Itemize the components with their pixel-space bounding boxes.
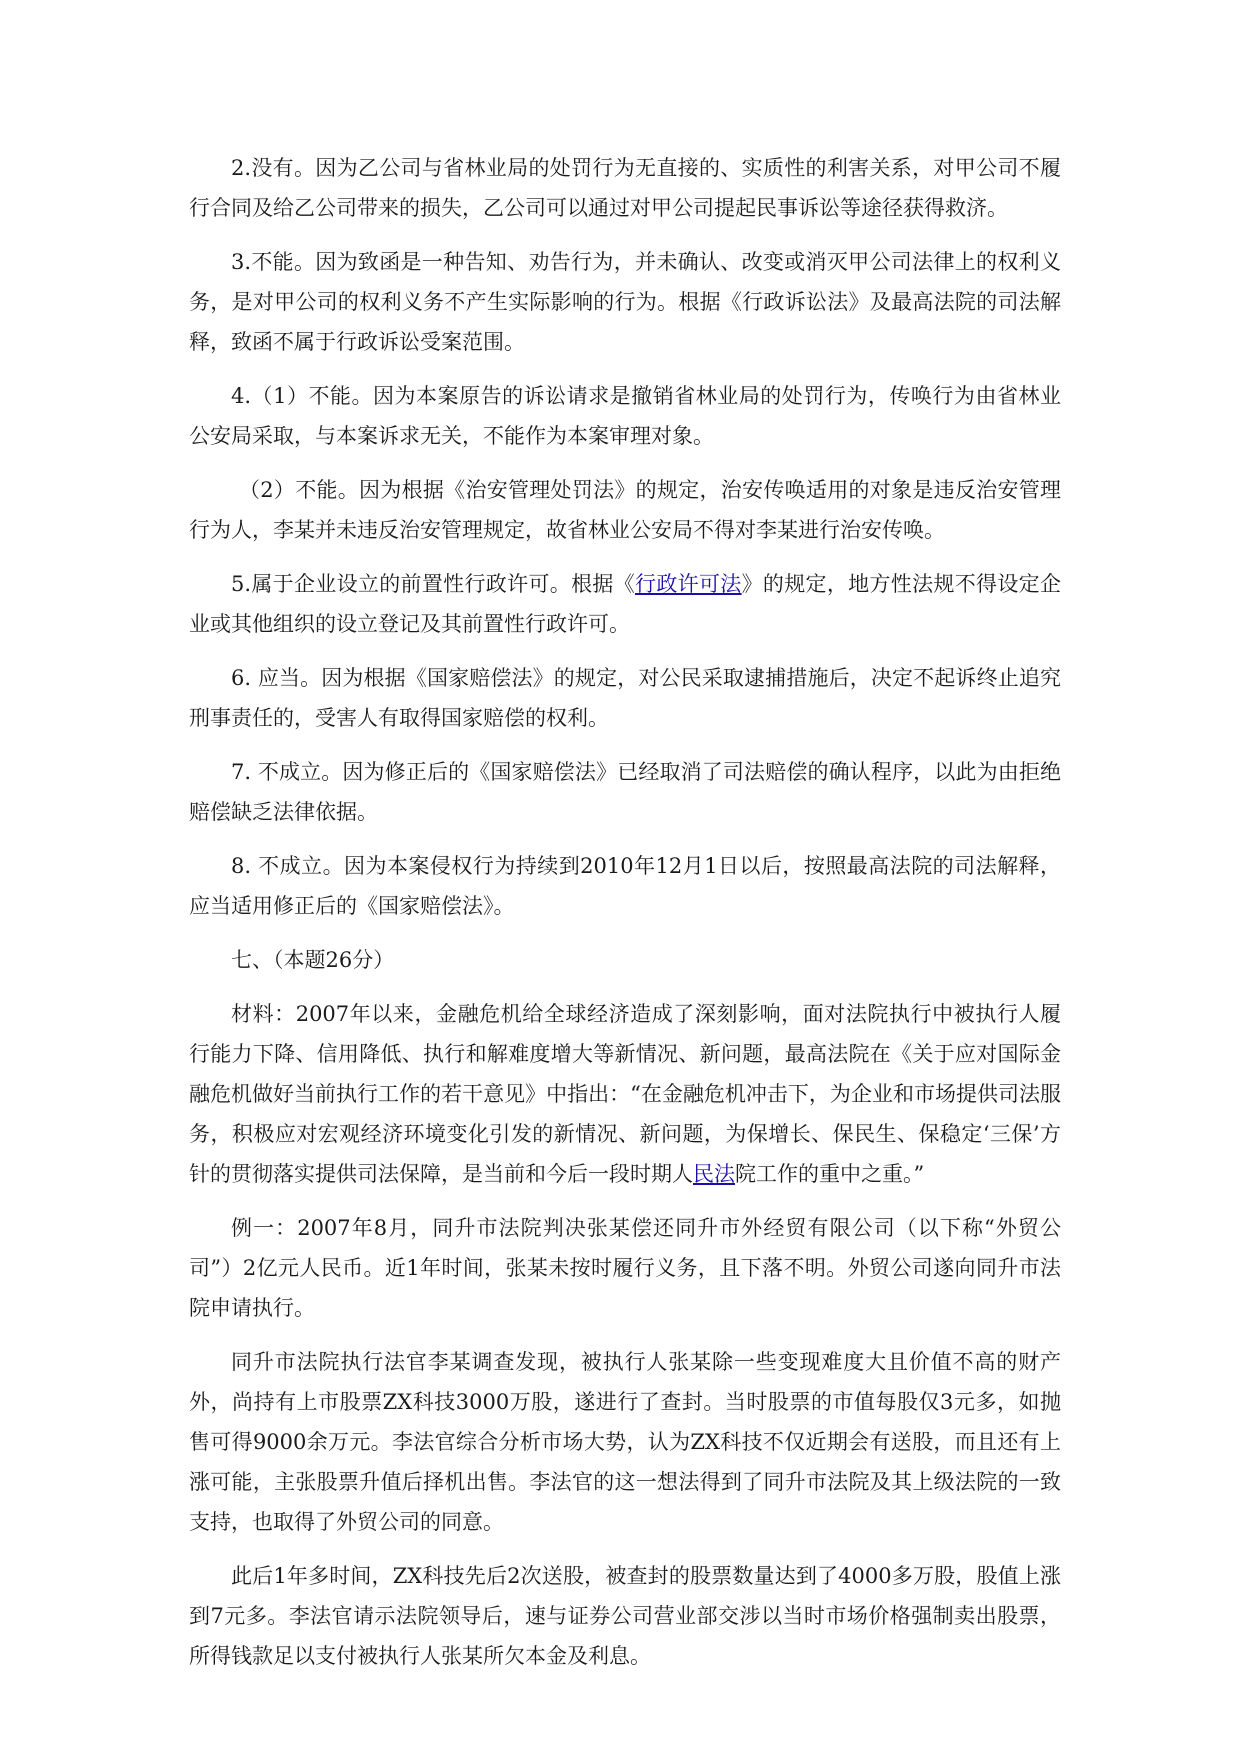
answer-4-2-paragraph: （2）不能。因为根据《治安管理处罚法》的规定，治安传唤适用的对象是违反治安管理行为人，李某并未违反治安管理规定，故省林业公安局不得对李某进行治安传唤。	[189, 478, 1061, 542]
answer-4-1-paragraph: 4.（1）不能。因为本案原告的诉讼请求是撤销省林业局的处罚行为，传唤行为由省林业公安局采取，与本案诉求无关，不能作为本案审理对象。	[189, 384, 1061, 448]
answer-5-paragraph	[189, 564, 1061, 644]
example-1-paragraph: 例一：2007年8月，同升市法院判决张某偿还同升市外经贸有限公司（以下称“外贸公司”）2亿元人民币。近1年时间，张某未按时履行义务，且下落不明。外贸公司遂向同升市法院申请执行。	[189, 1216, 1061, 1320]
administrative-license-law-link[interactable]: 行政许可法	[635, 572, 742, 596]
civil-law-link[interactable]: 民法	[693, 1162, 735, 1186]
answer-8-paragraph: 8. 不成立。因为本案侵权行为持续到2010年12月1日以后，按照最高法院的司法解释，应当适用修正后的《国家赔偿法》。	[189, 854, 1061, 918]
material-text-after: 院工作的重中之重。”	[735, 1162, 925, 1186]
answer-3-paragraph: 3.不能。因为致函是一种告知、劝告行为，并未确认、改变或消灭甲公司法律上的权利义务，是对甲公司的权利义务不产生实际影响的行为。根据《行政诉讼法》及最高法院的司法解释，致函不属于行政诉讼受案范围。	[189, 250, 1061, 354]
answer-5-text-after: 》的规定，地方性法规不得设定企业或其他组织的设立登记及其前置性行政许可。	[189, 572, 1061, 636]
document-page	[189, 148, 1061, 1690]
answer-5-text-before: 5.属于企业设立的前置性行政许可。根据《	[231, 572, 636, 596]
answer-6-paragraph: 6. 应当。因为根据《国家赔偿法》的规定，对公民采取逮捕措施后，决定不起诉终止追究刑事责任的，受害人有取得国家赔偿的权利。	[189, 666, 1061, 730]
investigation-paragraph: 同升市法院执行法官李某调查发现，被执行人张某除一些变现难度大且价值不高的财产外，尚持有上市股票ZX科技3000万股，遂进行了查封。当时股票的市值每股仅3元多，如抛售可得9000余万元。李法官综合分析市场大势，认为ZX科技不仅近期会有送股，而且还有上涨可能，主张股票升值后择机出售。李法官的这一想法得到了同升市法院及其上级法院的一致支持，也取得了外贸公司的同意。	[189, 1350, 1061, 1534]
material-paragraph	[189, 994, 1061, 1194]
material-text-before: 材料：2007年以来，金融危机给全球经济造成了深刻影响，面对法院执行中被执行人履行能力下降、信用降低、执行和解难度增大等新情况、新问题，最高法院在《关于应对国际金融危机做好当前执行工作的若干意见》中指出：“在金融危机冲击下，为企业和市场提供司法服务，积极应对宏观经济环境变化引发的新情况、新问题，为保增长、保民生、保稳定‘三保’方针的贯彻落实提供司法保障，是当前和今后一段时期人	[189, 1002, 1061, 1186]
answer-7-paragraph: 7. 不成立。因为修正后的《国家赔偿法》已经取消了司法赔偿的确认程序，以此为由拒绝赔偿缺乏法律依据。	[189, 760, 1061, 824]
aftermath-paragraph: 此后1年多时间，ZX科技先后2次送股，被查封的股票数量达到了4000多万股，股值上涨到7元多。李法官请示法院领导后，速与证券公司营业部交涉以当时市场价格强制卖出股票，所得钱款足以支付被执行人张某所欠本金及利息。	[189, 1564, 1061, 1668]
answer-2-paragraph: 2.没有。因为乙公司与省林业局的处罚行为无直接的、实质性的利害关系，对甲公司不履行合同及给乙公司带来的损失，乙公司可以通过对甲公司提起民事诉讼等途径获得救济。	[189, 156, 1061, 220]
section-heading: 七、（本题26分）	[231, 948, 395, 972]
